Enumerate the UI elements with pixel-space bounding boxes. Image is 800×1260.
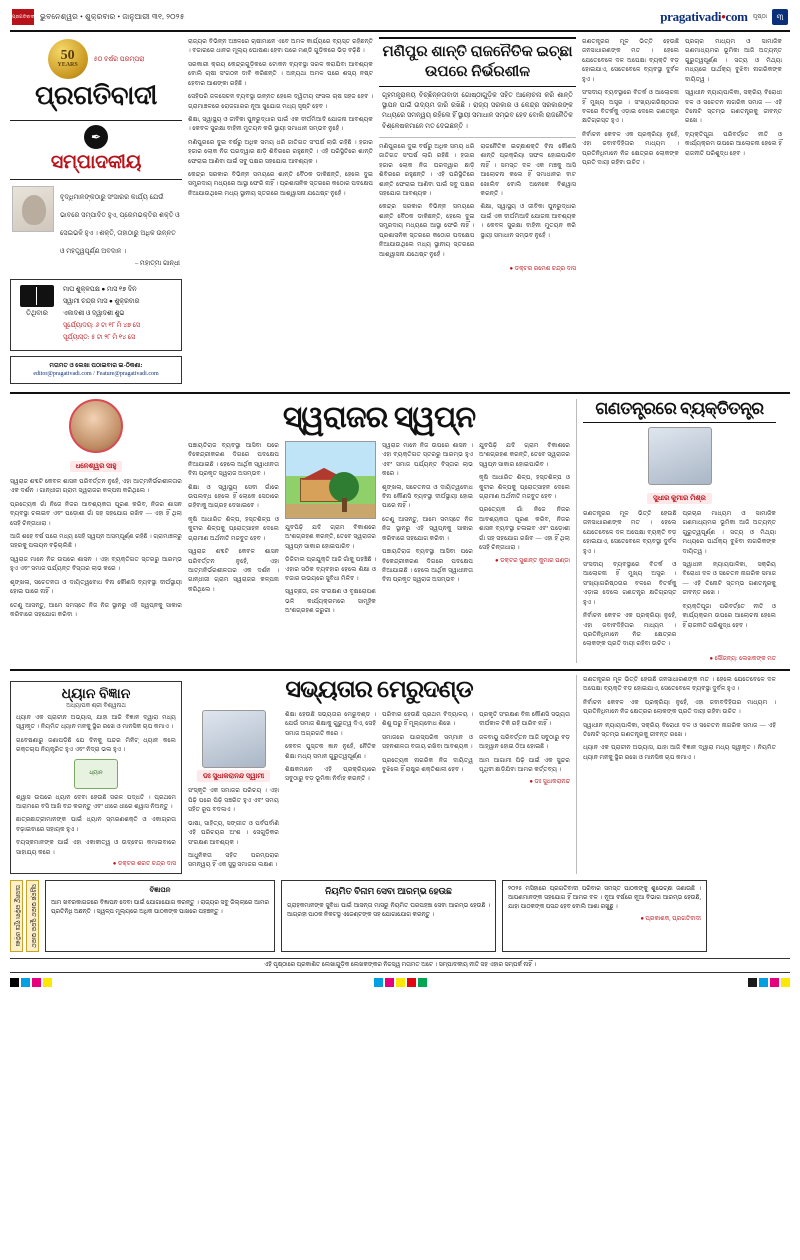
color-swatch-4 <box>374 978 383 987</box>
meditation-icon <box>74 759 118 789</box>
right-para-0: ଗଣତନ୍ତ୍ରର ମୂଳ ଭିତ୍ତି ହେଉଛି ଜନସାଧାରଣଙ୍କ ମତ । ହେଲେ ଯେତେବେଳେ ଦଳ ଅପେକ୍ଷା ବ୍ୟକ୍ତି ବଡ଼ ହୋଇଯାଏ, ସେତେବେଳେ ବ୍ୟବସ୍ଥା ଦୁର୍ବଳ ହୁଏ । <box>582 38 679 83</box>
author-photo-right <box>648 427 712 485</box>
dateline: ଭୁବନେଶ୍ୱର • ଶୁକ୍ରବାର • ଜାନୁଆରୀ ୩୧, ୨୦୨୫ <box>40 12 185 21</box>
almanac-line-3: ଏକାଦଶୀ ଓ ଦ୍ୱାଦଶୀ ଶୁଭ <box>63 309 125 317</box>
spine-columns <box>188 710 570 874</box>
website-url[interactable] <box>660 9 747 25</box>
spine-col-3 <box>479 710 570 874</box>
sunset-label: ସୂର୍ଯ୍ୟାସ୍ତ: <box>63 333 90 341</box>
right-article-subcolumns <box>583 509 776 653</box>
color-swatch-3 <box>43 978 52 987</box>
sci-p0: ଧ୍ୟାନ ଏକ ପ୍ରାଚୀନ ଅଭ୍ୟାସ, ଯାହା ଆଜି ବିଜ୍ଞାନ ଦ୍ୱାରା ମଧ୍ୟ ସ୍ୱୀକୃତ । ନିୟମିତ ଧ୍ୟାନ ମନକୁ ସ୍ଥିର ରଖେ ଓ ମାନସିକ ଚାପ କମାଏ । <box>16 713 176 731</box>
left-para-1: ସରକାରୀ କ୍ରୟ କେନ୍ଦ୍ରଗୁଡ଼ିକରେ ଟୋକନ ବ୍ୟବସ୍ଥା ସରଳ କରାଯିବା ଆବଶ୍ୟକ ବୋଲି ଚାଷୀ ସଂଗଠନ ଦାବି କରିଛନ୍ତି । ଅନ୍ୟଥା ଅମଳ ପରେ ଶସ୍ୟ ନଷ୍ଟ ହେବାର ଆଶଙ୍କା ରହିଛି । <box>188 60 373 87</box>
seal-label: YEARS <box>57 62 78 68</box>
right-body-b <box>685 37 782 171</box>
politics-para-1: କେନ୍ଦ୍ର ସରକାର ବିଭିନ୍ନ ସମୟରେ ଶାନ୍ତି ବୈଠକ ଡାକିଛନ୍ତି, ହେଲେ ଦୁଇ ସମ୍ପ୍ରଦାୟ ମଧ୍ୟରେ ଆସ୍ଥା ଫେରି ନାହିଁ । ପ୍ରଶାସନିକ ସ୍ତରରେ କଠୋର ପଦକ୍ଷେପ ନିଆଯାଉଥିଲେ ମଧ୍ୟ ସ୍ଥାନୀୟ ସ୍ତରରେ ଆଶ୍ୱାସନା ଯଥେଷ୍ଟ ନୁହେଁ । <box>379 203 475 258</box>
feature-side-para-1: ପ୍ରତ୍ୟେକ ଗାଁ ନିଜେ ନିଜର ଆବଶ୍ୟକତା ପୂରଣ କରିବ, ନିଜର ଶାସନ ବ୍ୟବସ୍ଥା ଚଳାଇବ ଏବଂ ପଡ଼ୋଶୀ ଗାଁ ସହ ସହଯୋଗ ରଖିବ — ଏହା ହିଁ ଥିଲା ସେହି ଚିନ୍ତାଧାରା । <box>10 500 182 527</box>
right-article-headline[interactable]: ଗଣତନ୍ତ୍ରରେ ବ୍ୟକ୍ତିତନ୍ତ୍ର <box>583 399 776 423</box>
color-swatch-5 <box>385 978 394 987</box>
sp2-p1: ସମାଜରେ ପାରସ୍ପରିକ ସମ୍ମାନ ଓ ସହନଶୀଳତା ବଜାୟ ରଖିବା ଆବଶ୍ୟକ । <box>382 733 473 751</box>
anniversary-seal <box>48 39 88 79</box>
pen-icon: ✒ <box>84 125 108 149</box>
seal-number: 50 <box>60 48 75 63</box>
politics-headline[interactable]: ମଣିପୁର ଶାନ୍ତି ରାଜନୈତିକ ଇଚ୍ଛା ଉପରେ ନିର୍ଭରଶୀଳ <box>382 44 573 80</box>
right-para-4: ସ୍ୱାଧୀନ ନ୍ୟାୟପାଳିକା, ସକ୍ରିୟ ବିରୋଧୀ ଦଳ ଓ ସଚେତନ ନାଗରିକ ସମାଜ — ଏହି ତିନୋଟି ସ୍ତମ୍ଭ ଗଣତନ୍ତ୍ରକୁ ଜୀବନ୍ତ ରଖେ । <box>685 89 782 125</box>
f3-p0: ସ୍ୱରାଜ ମାନେ ନିଜ ଉପରେ ଶାସନ । ଏହା ବ୍ୟକ୍ତିଗତ ସ୍ତରରୁ ଆରମ୍ଭ ହୁଏ ଏବଂ ସମାଜ ପର୍ଯ୍ୟନ୍ତ ବିସ୍ତାର ଲାଭ କରେ । <box>382 441 473 478</box>
color-swatch-1 <box>21 978 30 987</box>
politics-para-3: ଶିକ୍ଷା, ସ୍ୱାସ୍ଥ୍ୟ ଓ ଜୀବିକା ପୁନରୁଦ୍ଧାର ପାଇଁ ଏକ ଦୀର୍ଘମିଆଦି ଯୋଜନା ଆବଶ୍ୟକ । କେବଳ ସୁରକ୍ଷା ବାହିନୀ ମୁତୟନ କରି ସ୍ଥାୟୀ ସମାଧାନ ସମ୍ଭବ ନୁହେଁ । <box>480 203 576 239</box>
sunset-value: ୫ ଟା ୨୮ ମି ୧୪ ସେ <box>91 333 136 341</box>
sp0-p2: ଆଧୁନିକତା ସହିତ ପରମ୍ପରାର ସମନ୍ୱୟ ହିଁ ଏକ ସୁସ୍ଥ ସମାଜର ଲକ୍ଷଣ । <box>188 851 279 869</box>
ra-p1: ସଂସଦୀୟ ବ୍ୟବସ୍ଥାରେ ବିତର୍କ ଓ ଆଲୋଚନା ହିଁ ମୁଖ୍ୟ ଅସ୍ତ୍ର । ସଂଖ୍ୟାଗରିଷ୍ଠତାର ବଳରେ ବିତର୍କକୁ ଏଡ଼ାଇ ଦେଲେ ଗଣତନ୍ତ୍ର କ୍ଷତିଗ୍ରସ୍ତ ହୁଏ । <box>583 561 677 606</box>
almanac-box <box>10 279 182 351</box>
author-name-left: ଧନେଶ୍ୱର ସାହୁ <box>70 461 123 472</box>
science-title: ଧ୍ୟାନ ବିଜ୍ଞାନ <box>61 686 131 702</box>
website-suffix: com <box>725 9 748 24</box>
colorbar-center <box>374 978 427 987</box>
column-spine-article <box>188 675 570 874</box>
ra-p4: ସ୍ୱାଧୀନ ନ୍ୟାୟପାଳିକା, ସକ୍ରିୟ ବିରୋଧୀ ଦଳ ଓ ସଚେତନ ନାଗରିକ ସମାଜ — ଏହି ତିନୋଟି ସ୍ତମ୍ଭ ଗଣତନ୍ତ୍ରକୁ ଜୀବନ୍ତ ରଖେ । <box>682 561 776 597</box>
color-swatch-9 <box>748 978 757 987</box>
right-para-3: ପ୍ରଚାର ମାଧ୍ୟମ ଓ ସାମାଜିକ ଗଣମାଧ୍ୟମର ଭୂମିକା ଆଜି ଅତ୍ୟନ୍ତ ଗୁରୁତ୍ୱପୂର୍ଣ୍ଣ । ସତ୍ୟ ଓ ମିଥ୍ୟା ମଧ୍ୟରେ ପାର୍ଥକ୍ୟ ବୁଝିବା ନାଗରିକଙ୍କ ଦାୟିତ୍ୱ । <box>685 38 782 83</box>
color-swatch-12 <box>781 978 790 987</box>
science-subtitle: ଅଧ୍ୟାପକ ଶ୍ରୀ ବିଶ୍ୱନାଥ <box>66 702 126 709</box>
left-para-4: ମଣିପୁରରେ ଦୁଇ ବର୍ଷରୁ ଅଧିକ ସମୟ ଧରି ଜାତିଗତ ସଂଘର୍ଷ ଲାଗି ରହିଛି । ହଜାର ହଜାର ଲୋକ ନିଜ ଘରଦ୍ୱାର ଛାଡ଼ି ଶିବିରରେ ରହୁଛନ୍ତି । ଏହି ପରିସ୍ଥିତିରେ ଶାନ୍ତି ଫେରାଇ ଆଣିବା ପାଇଁ ସବୁ ପକ୍ଷର ସହଯୋଗ ଆବଶ୍ୟକ । <box>188 138 373 165</box>
politics-para-2: ରାଜନୈତିକ ଇଚ୍ଛାଶକ୍ତି ବିନା କୌଣସି ଶାନ୍ତି ପ୍ରକ୍ରିୟା ସଫଳ ହୋଇପାରିବ ନାହିଁ । ସମସ୍ତ ଦଳ ଏକ ମଞ୍ଚକୁ ଆସି ଆଲୋଚନା କଲେ ହିଁ ସମାଧାନର ବାଟ ଖୋଲିବ ବୋଲି ଅନେକେ ବିଶ୍ୱାସ କରନ୍ତି । <box>480 142 576 197</box>
f3-p3: ପଞ୍ଚାୟତିରାଜ ବ୍ୟବସ୍ଥା ଆସିବା ପରେ ବିକେନ୍ଦ୍ରୀକରଣ ଦିଗରେ ପଦକ୍ଷେପ ନିଆଯାଇଛି । ହେଲେ ଆର୍ଥିକ ସ୍ୱାଧୀନତା ବିନା ପ୍ରକୃତ ସ୍ୱରାଜ ଅସମ୍ଭବ । <box>382 548 473 584</box>
sci-p1: ଗବେଷଣାରୁ ଜଣାପଡ଼ିଛି ଯେ ଦିନକୁ ପନ୍ଦର ମିନିଟ୍ ଧ୍ୟାନ କଲେ ରକ୍ତଚାପ ନିୟନ୍ତ୍ରିତ ହୁଏ ଏବଂ ନିଦ୍ରା ଭଲ ହୁଏ । <box>16 736 176 754</box>
ra-p3: ପ୍ରଚାର ମାଧ୍ୟମ ଓ ସାମାଜିକ ଗଣମାଧ୍ୟମର ଭୂମିକା ଆଜି ଅତ୍ୟନ୍ତ ଗୁରୁତ୍ୱପୂର୍ଣ୍ଣ । ସତ୍ୟ ଓ ମିଥ୍ୟା ମଧ୍ୟରେ ପାର୍ଥକ୍ୟ ବୁଝିବା ନାଗରିକଙ୍କ ଦାୟିତ୍ୱ । <box>682 509 776 555</box>
almanac-label: ତିଥିବାର <box>26 309 48 317</box>
colorbar-right <box>748 978 790 987</box>
right-para-5: ବ୍ୟକ୍ତିପୂଜା ପରିବର୍ତ୍ତେ ନୀତି ଓ କାର୍ଯ୍ୟକ୍ରମ ଉପରେ ଆଲୋଚନା ହେଲେ ହିଁ ରାଜନୀତି ପରିଶୁଦ୍ଧ ହେବ । <box>685 130 782 157</box>
color-swatch-2 <box>32 978 41 987</box>
color-swatch-7 <box>407 978 416 987</box>
column-feature-author <box>10 399 182 663</box>
science-byline: ● ଡକ୍ଟର ଶରତ ଚନ୍ଦ୍ର ଦାସ <box>112 861 176 868</box>
sunrise-label: ସୂର୍ଯ୍ୟୋଦୟ: <box>63 321 94 329</box>
column-nameplate <box>10 37 182 384</box>
top-section <box>10 37 790 384</box>
almanac-icon-wrap <box>17 285 57 345</box>
editorial-title: ସମ୍ପାଦକୀୟ <box>50 152 142 173</box>
feature-side-para-2: ଆଜି ଶହେ ବର୍ଷ ପରେ ମଧ୍ୟ ସେହି ସ୍ୱପ୍ନ ଅସମ୍ପୂର୍ଣ୍ଣ ରହିଛି । ଗ୍ରାମାଞ୍ଚଳରୁ ସହରକୁ ପଳାୟନ ବଢ଼ିଚାଲିଛି । <box>10 533 182 550</box>
f2-p0: ଯୁବପିଢ଼ି ଯଦି ଗ୍ରାମ ବିକାଶରେ ଅଂଶଗ୍ରହଣ କରନ୍ତି, ତେବେ ସ୍ୱରାଜର ସ୍ୱପ୍ନ ସାକାର ହୋଇପାରିବ । <box>285 523 376 550</box>
contact-emails[interactable]: editor@pragativadi.com / Feature@pragativadi.com <box>33 370 159 377</box>
footer-note: ଏହି ପୃଷ୍ଠାରେ ପ୍ରକାଶିତ ଲେଖାଗୁଡ଼ିକ ଲେଖକଙ୍କର ନିଜସ୍ୱ ମତାମତ ଅଟେ । ସମ୍ପାଦକୀୟ ନୀତି ସହ ଏହାର ସମ୍ପର୍କ ନାହିଁ । <box>10 958 790 973</box>
editorial-header <box>10 120 182 180</box>
ra-p0: ଗଣତନ୍ତ୍ରର ମୂଳ ଭିତ୍ତି ହେଉଛି ଜନସାଧାରଣଙ୍କ ମତ । ହେଲେ ଯେତେବେଳେ ଦଳ ଅପେକ୍ଷା ବ୍ୟକ୍ତି ବଡ଼ ହୋଇଯାଏ, ସେତେବେଳେ ବ୍ୟବସ୍ଥା ଦୁର୍ବଳ ହୁଏ । <box>583 509 677 555</box>
politics-headline-box <box>379 37 576 87</box>
sp0-p1: ଭାଷା, ସାହିତ୍ୟ, ସଙ୍ଗୀତ ଓ ପର୍ବପର୍ବାଣି ଏହି ପରିଚୟର ଅଂଶ । ସେଗୁଡ଼ିକର ସଂରକ୍ଷଣ ଆବଶ୍ୟକ । <box>188 819 279 846</box>
politics-subcolumns <box>379 142 576 263</box>
quote-block <box>10 180 182 274</box>
promo-right-title: ନିୟମିତ ବିନାମ ସେବା ଆରମ୍ଭ ହେଉଛ <box>325 886 452 897</box>
column-right-article <box>576 399 776 663</box>
column-left-body <box>188 37 373 384</box>
sp3-p2: ଆମ ଆଗାମୀ ପିଢ଼ି ପାଇଁ ଏକ ସୁନ୍ଦର ପୃଥିବୀ ଛାଡ଼ିଯିବା ଆମର କର୍ତ୍ତବ୍ୟ । <box>479 756 570 773</box>
right-body-a <box>582 37 679 171</box>
promo-center-label: ବିଜ୍ଞାପନ <box>149 886 171 895</box>
right-para-1: ସଂସଦୀୟ ବ୍ୟବସ୍ଥାରେ ବିତର୍କ ଓ ଆଲୋଚନା ହିଁ ମୁଖ୍ୟ ଅସ୍ତ୍ର । ସଂଖ୍ୟାଗରିଷ୍ଠତାର ବଳରେ ବିତର୍କକୁ ଏଡ଼ାଇ ଦେଲେ ଗଣତନ୍ତ୍ର କ୍ଷତିଗ୍ରସ୍ତ ହୁଏ । <box>582 89 679 125</box>
feature-side-para-4: ଶୃଙ୍ଖଳା, ସଚେତନତା ଓ ଦାୟିତ୍ୱବୋଧ ବିନା କୌଣସି ବ୍ୟବସ୍ଥା ଦୀର୍ଘସ୍ଥାୟୀ ହୋଇ ପାରେ ନାହିଁ । <box>10 578 182 596</box>
road-shape <box>286 504 375 518</box>
author-name-right: ସୁଧୀର କୁମାର ମିଶ୍ର <box>647 493 712 504</box>
br-p1: ନିର୍ବାଚନ କେବଳ ଏକ ପ୍ରକ୍ରିୟା ନୁହେଁ, ଏହା ଜବାବଦିହିତାର ମାଧ୍ୟମ । ପ୍ରତିନିଧିମାନେ ନିଜ କ୍ଷେତ୍ରର ଲୋକଙ୍କ ପ୍ରତି ଦାୟୀ ରହିବା ଉଚିତ । <box>583 698 776 716</box>
promo-row <box>10 880 790 952</box>
feature-side-body <box>10 477 182 619</box>
feature-col-2 <box>285 441 376 620</box>
quote-wrap <box>60 186 180 268</box>
sp2-p0: ପରିବାର ହେଉଛି ପ୍ରଥମ ବିଦ୍ୟାଳୟ । ଶିଶୁ ଘରୁ ହିଁ ମୂଲ୍ୟବୋଧ ଶିଖେ । <box>382 710 473 728</box>
politics-body-right <box>481 142 577 263</box>
sp1-p0: ଶିକ୍ଷା ହେଉଛି ସଭ୍ୟତାର ମେରୁଦଣ୍ଡ । ଯେଉଁ ସମାଜ ଶିକ୍ଷାକୁ ଗୁରୁତ୍ୱ ଦିଏ, ସେହି ସମାଜ ଅଗ୍ରଗତି କରେ । <box>285 710 376 737</box>
right-article-body-b <box>683 509 777 653</box>
author-spine <box>188 710 279 783</box>
village-illustration <box>285 441 376 519</box>
color-swatch-6 <box>396 978 405 987</box>
masthead-left <box>12 9 185 25</box>
politics-body-left <box>379 142 475 263</box>
promo-far-right[interactable] <box>502 880 707 952</box>
politics-byline: ● ଡକ୍ଟର ରମେଶ ଚନ୍ଦ୍ର ଦାସ <box>509 265 576 272</box>
vertical-tags <box>10 880 39 952</box>
sunrise-value: ୬ ଟା ୧୮ ମି ୪୭ ସେ <box>95 321 141 329</box>
page-label: ପୃଷ୍ଠା <box>752 13 767 20</box>
small-logo: ପ୍ରଗତିବାଦୀ <box>12 9 34 25</box>
br-p0: ଗଣତନ୍ତ୍ରର ମୂଳ ଭିତ୍ତି ହେଉଛି ଜନସାଧାରଣଙ୍କ ମତ । ହେଲେ ଯେତେବେଳେ ଦଳ ଅପେକ୍ଷା ବ୍ୟକ୍ତି ବଡ଼ ହୋଇଯାଏ, ସେତେବେଳେ ବ୍ୟବସ୍ଥା ଦୁର୍ବଳ ହୁଏ । <box>583 675 776 693</box>
promo-right-text: ଗ୍ରାହକମାନଙ୍କ ସୁବିଧା ପାଇଁ ଆସନ୍ତା ମାସରୁ ନିୟମିତ ଘରପହଞ୍ଚା ସେବା ଆରମ୍ଭ ହେଉଛି । ଆଗ୍ରହୀ ପାଠକ ନିକଟସ୍ଥ ଏଜେଣ୍ଟଙ୍କ ସହ ଯୋଗାଯୋଗ କରନ୍ତୁ । <box>287 902 490 918</box>
bottom-right-body <box>583 675 776 762</box>
author-right <box>583 427 776 505</box>
nameplate-top <box>10 39 182 79</box>
f1-p1: ଶିକ୍ଷା ଓ ସ୍ୱାସ୍ଥ୍ୟ ସେବା ଗାଁରେ ଉପଲବ୍ଧ ହେଲେ ହିଁ ଲୋକେ ସେଠାରେ ରହିବାକୁ ଆଗ୍ରହ ଦେଖାଇବେ । <box>188 483 279 510</box>
feature-title[interactable]: ସ୍ୱରାଜର ସ୍ୱପ୍ନ <box>282 400 476 434</box>
f2-p2: ସ୍ୱଚ୍ଛତା, ଜଳ ସଂରକ୍ଷଣ ଓ ବୃକ୍ଷରୋପଣ ଭଳି କାର୍ଯ୍ୟକ୍ରମରେ ସାମୂହିକ ଅଂଶଗ୍ରହଣ ଜରୁରୀ । <box>285 588 376 615</box>
vertical-tag-1[interactable]: ସ୍ୱଚ୍ଛ ଭାରତ ସୁନ୍ଦର ଭାରତ <box>26 880 39 952</box>
f4-p2: ପ୍ରତ୍ୟେକ ଗାଁ ନିଜେ ନିଜର ଆବଶ୍ୟକତା ପୂରଣ କରିବ, ନିଜର ଶାସନ ବ୍ୟବସ୍ଥା ଚଳାଇବ ଏବଂ ପଡ଼ୋଶୀ ଗାଁ ସହ ସହଯୋଗ ରଖିବ — ଏହା ହିଁ ଥିଲା ସେହି ଚିନ୍ତାଧାରା । <box>479 506 570 552</box>
br-p3: ଧ୍ୟାନ ଏକ ପ୍ରାଚୀନ ଅଭ୍ୟାସ, ଯାହା ଆଜି ବିଜ୍ଞାନ ଦ୍ୱାରା ମଧ୍ୟ ସ୍ୱୀକୃତ । ନିୟମିତ ଧ୍ୟାନ ମନକୁ ସ୍ଥିର ରଖେ ଓ ମାନସିକ ଚାପ କମାଏ । <box>583 744 776 761</box>
sp1-p1: କେବଳ ପୁସ୍ତକ ଜ୍ଞାନ ନୁହେଁ, ନୈତିକ ଶିକ୍ଷା ମଧ୍ୟ ସମାନ ଗୁରୁତ୍ୱପୂର୍ଣ୍ଣ । <box>285 743 376 760</box>
science-box <box>10 681 182 874</box>
spine-col-1 <box>285 710 376 874</box>
dot-separator: • <box>721 9 726 24</box>
right-para-2: ନିର୍ବାଚନ କେବଳ ଏକ ପ୍ରକ୍ରିୟା ନୁହେଁ, ଏହା ଜବାବଦିହିତାର ମାଧ୍ୟମ । ପ୍ରତିନିଧିମାନେ ନିଜ କ୍ଷେତ୍ରର ଲୋକଙ୍କ ପ୍ରତି ଦାୟୀ ରହିବା ଉଚିତ । <box>582 130 679 167</box>
column-feature-main <box>188 399 570 663</box>
masthead-bar <box>10 6 790 32</box>
sunrise-row <box>63 321 140 331</box>
politics-para-0: ମଣିପୁରରେ ଦୁଇ ବର୍ଷରୁ ଅଧିକ ସମୟ ଧରି ଜାତିଗତ ସଂଘର୍ଷ ଲାଗି ରହିଛି । ହଜାର ହଜାର ଲୋକ ନିଜ ଘରଦ୍ୱାର ଛାଡ଼ି ଶିବିରରେ ରହୁଛନ୍ତି । ଏହି ପରିସ୍ଥିତିରେ ଶାନ୍ତି ଫେରାଇ ଆଣିବା ପାଇଁ ସବୁ ପକ୍ଷର ସହଯୋଗ ଆବଶ୍ୟକ । <box>379 142 475 197</box>
author-photo-spine <box>202 710 266 768</box>
f4-p0: ଯୁବପିଢ଼ି ଯଦି ଗ୍ରାମ ବିକାଶରେ ଅଂଶଗ୍ରହଣ କରନ୍ତି, ତେବେ ସ୍ୱରାଜର ସ୍ୱପ୍ନ ସାକାର ହୋଇପାରିବ । <box>479 441 570 468</box>
promo-center-text: ଆମ ଖବରକାଗଜରେ ବିଜ୍ଞାପନ ଦେବା ପାଇଁ ଯୋଗାଯୋଗ କରନ୍ତୁ । ରାଜ୍ୟର ସବୁ ଜିଲ୍ଲାରେ ଆମର ପ୍ରତିନିଧି ଅଛନ୍ତି । ସ୍ୱଳ୍ପ ମୂଲ୍ୟରେ ଅଧିକ ପାଠକଙ୍କ ପାଖରେ ପହଞ୍ଚନ୍ତୁ । <box>51 899 269 915</box>
color-swatch-10 <box>759 978 768 987</box>
almanac-line-2: ସ୍ୱାମୀ ଚନ୍ଦ୍ର ମାସ ● ଶୁକ୍ରବାର <box>63 297 140 305</box>
column-bottom-right <box>576 675 776 874</box>
sp2-p2: ପ୍ରତ୍ୟେକ ନାଗରିକ ନିଜ ଦାୟିତ୍ୱ ବୁଝିଲେ ହିଁ ରାଷ୍ଟ୍ର ଶକ୍ତିଶାଳୀ ହେବ । <box>382 756 473 773</box>
spine-headline[interactable]: ସଭ୍ୟତାର ମେରୁଦଣ୍ଡ <box>285 676 473 703</box>
promo-right[interactable] <box>281 880 496 952</box>
book-icon <box>20 285 54 307</box>
f3-p2: ତେଣୁ ଆସନ୍ତୁ, ଆମେ ସମସ୍ତେ ନିଜ ନିଜ ସ୍ଥାନରୁ ଏହି ସ୍ୱପ୍ନକୁ ସାକାର କରିବାରେ ସହଯୋଗ କରିବା । <box>382 515 473 542</box>
tree-shape <box>329 472 359 502</box>
promo-center[interactable] <box>45 880 275 952</box>
left-para-3: ଶିକ୍ଷା, ସ୍ୱାସ୍ଥ୍ୟ ଓ ଜୀବିକା ପୁନରୁଦ୍ଧାର ପାଇଁ ଏକ ଦୀର୍ଘମିଆଦି ଯୋଜନା ଆବଶ୍ୟକ । କେବଳ ସୁରକ୍ଷା ବାହିନୀ ମୁତୟନ କରି ସ୍ଥାୟୀ ସମାଧାନ ସମ୍ଭବ ନୁହେଁ । <box>188 115 373 133</box>
almanac-body <box>63 285 140 345</box>
f1-p3: ସ୍ୱରାଜ ଶବ୍ଦଟି କେବଳ ଶାସନ ପରିବର୍ତ୍ତନ ନୁହେଁ, ଏହା ଆତ୍ମନିର୍ଭରଶୀଳତାର ଏକ ଦର୍ଶନ । ଗାନ୍ଧୀଜୀ ଗ୍ରାମ ସ୍ୱରାଜର କଳ୍ପନା କରିଥିଲେ । <box>188 548 279 593</box>
gandhi-portrait <box>12 186 54 232</box>
vertical-tag-0[interactable]: ଆସନ୍ତୁ ଗଢ଼ିବା ନୂଆ ଓଡ଼ିଶା <box>10 880 23 952</box>
page-number: ୩ <box>772 9 788 25</box>
f1-p0: ପଞ୍ଚାୟତିରାଜ ବ୍ୟବସ୍ଥା ଆସିବା ପରେ ବିକେନ୍ଦ୍ରୀକରଣ ଦିଗରେ ପଦକ୍ଷେପ ନିଆଯାଇଛି । ହେଲେ ଆର୍ଥିକ ସ୍ୱାଧୀନତା ବିନା ପ୍ରକୃତ ସ୍ୱରାଜ ଅସମ୍ଭବ । <box>188 441 279 478</box>
quote-attribution: – ମହାତ୍ମା ଗାନ୍ଧୀ <box>134 260 180 267</box>
sci-p4: ବୟସ୍କମାନଙ୍କ ପାଇଁ ଏହା ଏକାକୀତ୍ୱ ଓ ଉଦ୍‌ବେଗ କମାଇବାରେ ସାହାଯ୍ୟ କରେ । <box>16 839 176 856</box>
f1-p2: କୃଷି ଆଧାରିତ ଶିଳ୍ପ, ହସ୍ତଶିଳ୍ପ ଓ କୁଟୀର ଶିଳ୍ପକୁ ପ୍ରୋତ୍ସାହନ ଦେଲେ ଗ୍ରାମୀଣ ଅର୍ଥନୀତି ମଜବୁତ ହେବ । <box>188 515 279 542</box>
colorbar-left <box>10 978 52 987</box>
sunset-row <box>63 333 140 343</box>
column-politics <box>379 37 576 384</box>
right-article-byline: ● ସୌଜନ୍ୟ: ଲେଖକଙ୍କ ମତ <box>709 655 776 662</box>
column-right-body <box>582 37 782 384</box>
f4-p1: କୃଷି ଆଧାରିତ ଶିଳ୍ପ, ହସ୍ତଶିଳ୍ପ ଓ କୁଟୀର ଶିଳ୍ପକୁ ପ୍ରୋତ୍ସାହନ ଦେଲେ ଗ୍ରାମୀଣ ଅର୍ଥନୀତି ମଜବୁତ ହେବ । <box>479 474 570 501</box>
feature-byline: ● ଡକ୍ଟର ସୁଶାନ୍ତ କୁମାର ପଣ୍ଡା <box>494 557 570 564</box>
paper-title: ପ୍ରଗତିବାଦୀ <box>35 81 157 110</box>
middle-section <box>10 392 790 663</box>
promo-far-right-text: ୨୦୨୫ ମସିହାରେ ପ୍ରଗତିବାଦୀ ପରିବାର ସମସ୍ତ ପାଠକଙ୍କୁ ଶୁଭେଚ୍ଛା ଜଣାଉଛି । ଆପଣମାନଙ୍କ ସହଯୋଗ ହିଁ ଆମର ବଳ । ନୂଆ ବର୍ଷରେ ନୂଆ ବିଭାଗ ଆରମ୍ଭ ହେଉଛି, ଯାହା ପାଠକଙ୍କ ପସନ୍ଦ ହେବ ବୋଲି ଆଶା ରଖୁଛୁ । <box>508 886 701 911</box>
author-photo-left <box>69 399 123 453</box>
sp0-p0: ସଂସ୍କୃତି ଏକ ସମାଜର ପରିଚୟ । ଏହା ପିଢ଼ି ପରେ ପିଢ଼ି ସଞ୍ଚରିତ ହୁଏ ଏବଂ ସମୟ ସହିତ ରୂପ ବଦଳାଏ । <box>188 787 279 814</box>
sp3-p1: ଜଳବାୟୁ ପରିବର୍ତ୍ତନ ଆଜି ସବୁଠାରୁ ବଡ଼ ଆହ୍ୱାନ ହୋଇ ଠିଆ ହୋଇଛି । <box>479 733 570 751</box>
masthead-right <box>660 9 788 25</box>
sp3-p0: ପ୍ରକୃତି ସଂରକ୍ଷଣ ବିନା କୌଣସି ସଭ୍ୟତା ଦୀର୍ଘକାଳ ଟିକି ରହି ପାରିବ ନାହିଁ । <box>479 710 570 728</box>
almanac-line-1: ମାଘ ଶୁକ୍ଳପକ୍ଷ ● ମାସ ୧୭ ଦିନ <box>63 286 137 293</box>
website-name: pragativadi <box>660 9 722 24</box>
badge-label: ଧ୍ୟାନ <box>89 770 103 777</box>
sci-p3: ଛାତ୍ରଛାତ୍ରୀମାନଙ୍କ ପାଇଁ ଧ୍ୟାନ ସ୍ମରଣଶକ୍ତି ଓ ଏକାଗ୍ରତା ବଢ଼ାଇବାରେ ସହାୟକ ହୁଏ । <box>16 816 176 833</box>
ra-p2: ନିର୍ବାଚନ କେବଳ ଏକ ପ୍ରକ୍ରିୟା ନୁହେଁ, ଏହା ଜବାବଦିହିତାର ମାଧ୍ୟମ । ପ୍ରତିନିଧିମାନେ ନିଜ କ୍ଷେତ୍ରର ଲୋକଙ୍କ ପ୍ରତି ଦାୟୀ ରହିବା ଉଚିତ । <box>583 612 677 648</box>
feature-col-1 <box>188 441 279 620</box>
science-body <box>16 713 176 857</box>
f2-p1: ଡିଜିଟାଲ ପ୍ରଯୁକ୍ତି ଆଜି ଗାଁକୁ ପହଞ୍ଚିଛି । ଏହାର ସଠିକ ବ୍ୟବହାର ହେଲେ ଶିକ୍ଷା ଓ ବଜାର ଉଭୟରେ ସୁବିଧା ମିଳିବ । <box>285 556 376 583</box>
quote-text: ବୃଦ୍ଧିମାନଙ୍କଠାରୁ ସଂସାରର କାର୍ଯ୍ୟ ଯେଉଁ ଭାବରେ ସମ୍ପାଦିତ ହୁଏ, ପ୍ରେମଭକ୍ତିର ଶକ୍ତି ଓ ସେଇଭଳି ହୁଏ । ଶକ୍ତି, ତାହାଠାରୁ ଅଧିକ ଉନ୍ନତ ଓ ମହତ୍ତ୍ୱପୂର୍ଣ୍ଣ ଅବଦାନ । <box>60 194 180 255</box>
spine-col-0 <box>188 710 279 874</box>
f3-p1: ଶୃଙ୍ଖଳା, ସଚେତନତା ଓ ଦାୟିତ୍ୱବୋଧ ବିନା କୌଣସି ବ୍ୟବସ୍ଥା ଦୀର୍ଘସ୍ଥାୟୀ ହୋଇ ପାରେ ନାହିଁ । <box>382 483 473 510</box>
spine-col-2 <box>382 710 473 874</box>
author-left <box>10 399 182 473</box>
br-p2: ସ୍ୱାଧୀନ ନ୍ୟାୟପାଳିକା, ସକ୍ରିୟ ବିରୋଧୀ ଦଳ ଓ ସଚେତନ ନାଗରିକ ସମାଜ — ଏହି ତିନୋଟି ସ୍ତମ୍ଭ ଗଣତନ୍ତ୍ରକୁ ଜୀବନ୍ତ ରଖେ । <box>583 721 776 738</box>
right-top-subcolumns <box>582 37 782 171</box>
feature-columns <box>188 441 570 620</box>
color-swatch-0 <box>10 978 19 987</box>
left-para-0: ରାଜ୍ୟର ବିଭିନ୍ନ ଅଞ୍ଚଳରେ ଚାଷୀମାନେ ଏବେ ଅମଳ କାର୍ଯ୍ୟରେ ବ୍ୟସ୍ତ ରହିଛନ୍ତି । ବଜାରରେ ଧାନର ମୂଲ୍ୟ ଘୋଷଣା ହେବା ପରେ ମଣ୍ଡି ଗୁଡ଼ିକରେ ଭିଡ଼ ବଢ଼ିଛି । <box>188 38 373 55</box>
sci-p2: ଶ୍ୱାସ ଉପରେ ଧ୍ୟାନ ଦେବା ହେଉଛି ସରଳ ପଦ୍ଧତି । ପ୍ରଥମେ ଆରାମରେ ବସି ଆଖି ବନ୍ଦ କରନ୍ତୁ ଏବଂ ଧୀରେ ଧୀରେ ଶ୍ୱାସ ନିଅନ୍ତୁ । <box>16 793 176 810</box>
author-name-spine: ଡଃ ସୁଧାକରାନନ୍ଦ ସ୍ୱାମୀ <box>197 770 270 783</box>
anniversary-line: ୫୦ ବର୍ଷର ପରମ୍ପରା <box>93 55 145 63</box>
sp1-p2: ଶିକ୍ଷକମାନେ ଏହି ପ୍ରକ୍ରିୟାରେ ସବୁଠାରୁ ବଡ଼ ଭୂମିକା ନିର୍ବାହ କରନ୍ତି । <box>285 765 376 783</box>
left-article-body <box>188 37 373 198</box>
feature-side-para-3: ସ୍ୱରାଜ ମାନେ ନିଜ ଉପରେ ଶାସନ । ଏହା ବ୍ୟକ୍ତିଗତ ସ୍ତରରୁ ଆରମ୍ଭ ହୁଏ ଏବଂ ସମାଜ ପର୍ଯ୍ୟନ୍ତ ବିସ୍ତାର ଲାଭ କରେ । <box>10 555 182 573</box>
color-swatch-8 <box>418 978 427 987</box>
feature-col-4 <box>479 441 570 620</box>
contact-box <box>10 356 182 384</box>
nameplate <box>10 37 182 116</box>
right-article-body-a <box>583 509 677 653</box>
promo-far-right-byline: ● ପ୍ରକାଶକ, ପ୍ରଗତିବାଦୀ <box>640 916 701 923</box>
feature-col-3 <box>382 441 473 620</box>
ra-p5: ବ୍ୟକ୍ତିପୂଜା ପରିବର୍ତ୍ତେ ନୀତି ଓ କାର୍ଯ୍ୟକ୍ରମ ଉପରେ ଆଲୋଚନା ହେଲେ ହିଁ ରାଜନୀତି ପରିଶୁଦ୍ଧ ହେବ । <box>682 602 776 629</box>
bottom-section <box>10 669 790 874</box>
feature-side-para-0: ସ୍ୱରାଜ ଶବ୍ଦଟି କେବଳ ଶାସନ ପରିବର୍ତ୍ତନ ନୁହେଁ, ଏହା ଆତ୍ମନିର୍ଭରଶୀଳତାର ଏକ ଦର୍ଶନ । ଗାନ୍ଧୀଜୀ ଗ୍ରାମ ସ୍ୱରାଜର କଳ୍ପନା କରିଥିଲେ । <box>10 477 182 495</box>
column-science <box>10 675 182 874</box>
contact-title: ମତାମତ ଓ ଲେଖା ପଠାଇବାର ଇ-ଠିକଣା: <box>49 361 143 369</box>
left-para-2: ସେହିପରି ଜଳସେଚନ ବ୍ୟବସ୍ଥା ଉନ୍ନତ ହେଲେ ଦ୍ୱିତୀୟ ଫସଲ ଚାଷ ସହଜ ହେବ । ଗ୍ରାମାଞ୍ଚଳରେ ରୋଜଗାରର ନୂଆ ସୁଯୋଗ ମଧ୍ୟ ସୃଷ୍ଟି ହେବ । <box>188 93 373 110</box>
left-para-5: କେନ୍ଦ୍ର ସରକାର ବିଭିନ୍ନ ସମୟରେ ଶାନ୍ତି ବୈଠକ ଡାକିଛନ୍ତି, ହେଲେ ଦୁଇ ସମ୍ପ୍ରଦାୟ ମଧ୍ୟରେ ଆସ୍ଥା ଫେରି ନାହିଁ । ପ୍ରଶାସନିକ ସ୍ତରରେ କଠୋର ପଦକ୍ଷେପ ନିଆଯାଉଥିଲେ ମଧ୍ୟ ସ୍ଥାନୀୟ ସ୍ତରରେ ଆଶ୍ୱାସନା ଯଥେଷ୍ଟ ନୁହେଁ । <box>188 171 373 197</box>
color-swatch-11 <box>770 978 779 987</box>
spine-byline: ● ଡଃ ସୁଧାକରାନନ୍ଦ <box>529 779 570 786</box>
politics-standfirst: ଗୃହମନ୍ତ୍ରାଳୟ ବିଚ୍ଛିନ୍ନତାବାଦୀ ଗୋଷ୍ଠୀଗୁଡ଼ିକ ସହିତ ଆଲୋଚନା କରି ଶାନ୍ତି ସ୍ଥାପନ ପାଇଁ ଉଦ୍ୟମ ଜାରି ରଖିଛି । ରାଜ୍ୟ ସରକାର ଓ କେନ୍ଦ୍ର ସରକାରଙ୍କ ମଧ୍ୟରେ ସମନ୍ୱୟ ରହିଲେ ହିଁ ସ୍ଥାୟୀ ସମାଧାନ ସମ୍ଭବ ହେବ ବୋଲି ରାଜନୈତିକ ବିଶ୍ଳେଷକମାନେ ମତ ଦେଇଛନ୍ତି । <box>379 87 576 138</box>
feature-side-para-5: ତେଣୁ ଆସନ୍ତୁ, ଆମେ ସମସ୍ତେ ନିଜ ନିଜ ସ୍ଥାନରୁ ଏହି ସ୍ୱପ୍ନକୁ ସାକାର କରିବାରେ ସହଯୋଗ କରିବା । <box>10 601 182 618</box>
registration-colorbar <box>10 978 790 987</box>
